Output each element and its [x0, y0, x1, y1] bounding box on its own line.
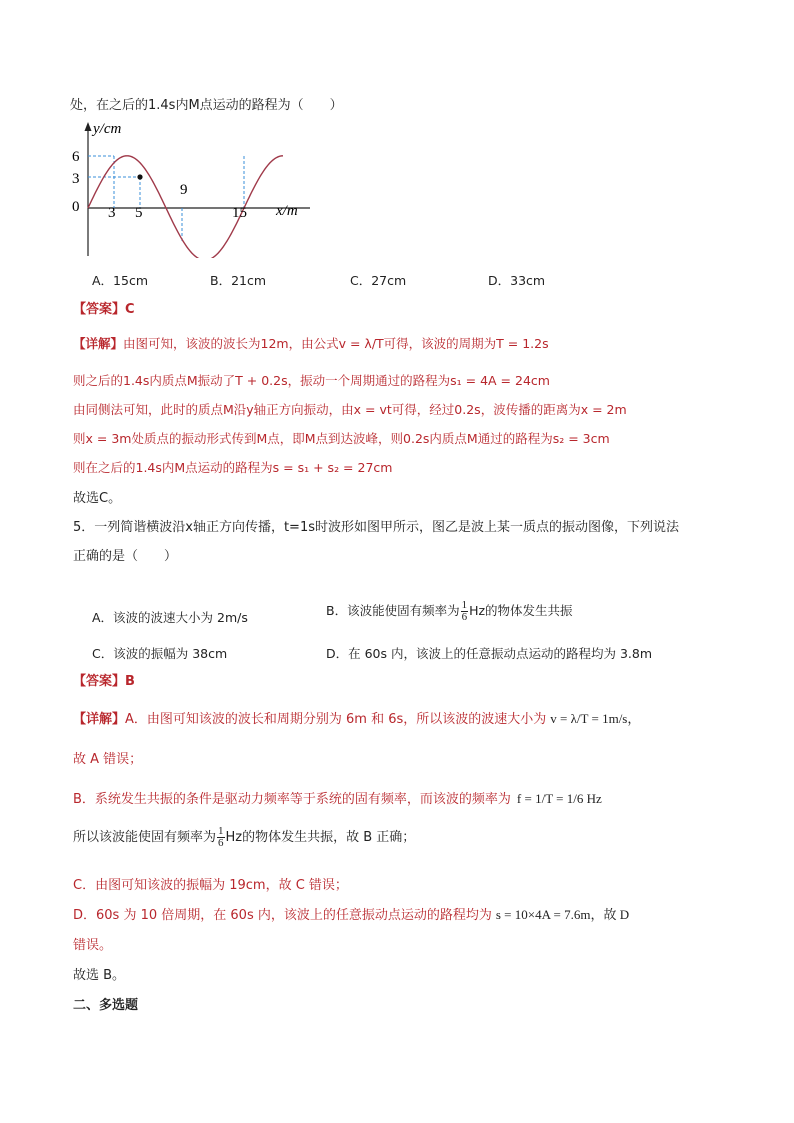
wave-graph [60, 118, 320, 258]
x-tick-5: 5 [135, 205, 143, 221]
q5-detail-a-line-1: 【详解】A．由图可知该波的波长和周期分别为 6m 和 6s，所以该波的波速大小为 v = λ/T = 1m/s， [73, 711, 641, 727]
q4-detail-label: 【详解】 [73, 336, 124, 351]
x-tick-15: 15 [232, 205, 247, 221]
q4-option-d: D．33cm [488, 273, 546, 288]
q5-stem-line-2: 正确的是（ ） [73, 549, 178, 564]
q5-stem-line-1: 5．一列简谐横波沿x轴正方向传播，t=1s时波形如图甲所示，图乙是波上某一质点的振动图像，下列说法 [73, 520, 679, 535]
origin-label: 0 [72, 199, 80, 215]
q5-detail-b-fraction: $\frac{1}{6}$ [218, 825, 224, 849]
x-axis-label: x/m [276, 203, 298, 219]
q5-detail-a-line-2: 故 A 错误； [73, 752, 143, 767]
y-tick-6: 6 [72, 149, 80, 165]
x-tick-9: 9 [180, 182, 188, 198]
q4-detail-line-5: 则在之后的1.4s内M点运动的路程为s = s₁ + s₂ = 27cm [73, 460, 393, 475]
q5-detail-b-line-2: 所以该波能使固有频率为 $\frac{1}{6}$ Hz的物体发生共振，故 B 正确； [73, 825, 416, 849]
q5-detail-d-line-2: 错误。 [73, 938, 113, 953]
y-tick-3: 3 [72, 171, 80, 187]
q5-option-b: B．该波能使固有频率为 $\frac{1}{6}$ Hz的物体发生共振 [326, 599, 573, 623]
q4-detail-line-3: 由同侧法可知，此时的质点M沿y轴正方向振动，由x = vt可得，经过0.2s，波传播的距离为x = 2m [73, 402, 627, 417]
q5-conclusion: 故选 B。 [73, 968, 126, 983]
q4-option-a: A．15cm [92, 273, 149, 288]
y-axis [85, 122, 92, 256]
q4-option-b: B．21cm [210, 273, 267, 288]
q5-detail-d-line-1: D．60s 为 10 倍周期，在 60s 内，该波上的任意振动点运动的路程均为 s = 10×4A = 7.6m，故 D [73, 907, 630, 923]
section-heading: 二、多选题 [73, 998, 139, 1013]
q5-option-d: D．在 60s 内，该波上的任意振动点运动的路程均为 3.8m [326, 646, 653, 661]
q4-conclusion: 故选C。 [73, 491, 122, 506]
guide-lines [88, 156, 244, 242]
wave-curve [88, 156, 283, 258]
q4-option-c: C．27cm [350, 273, 407, 288]
q4-answer: 【答案】C [73, 302, 135, 317]
q5-detail-c: C．由图可知该波的振幅为 19cm，故 C 错误； [73, 878, 348, 893]
q4-stem: 处，在之后的1.4s内M点运动的路程为（ ） [70, 98, 343, 113]
y-axis-label: y/cm [93, 121, 122, 137]
q5-option-c: C．该波的振幅为 38cm [92, 646, 228, 661]
q5-option-a: A．该波的波速大小为 2m/s [92, 610, 248, 625]
q5-answer: 【答案】B [73, 674, 135, 689]
q4-detail-line-1: 【详解】由图可知，该波的波长为12m，由公式v = λ/T可得，该波的周期为T = 1.2s [73, 336, 549, 351]
q4-detail-line-2: 则之后的1.4s内质点M振动了T + 0.2s，振动一个周期通过的路程为s₁ = 4A = 24cm [73, 373, 550, 388]
q4-detail-line-4: 则x = 3m处质点的振动形式传到M点，即M点到达波峰，则0.2s内质点M通过的路程为s₂ = 3cm [73, 431, 610, 446]
q5-detail-label: 【详解】 [73, 712, 126, 727]
q5-detail-b-line-1: B．系统发生共振的条件是驱动力频率等于系统的固有频率，而该波的频率为 f = 1/T = 1/6 Hz [73, 791, 602, 807]
q5-option-b-fraction: $\frac{1}{6}$ [461, 599, 468, 623]
point-m [137, 174, 142, 179]
x-tick-3: 3 [108, 205, 116, 221]
